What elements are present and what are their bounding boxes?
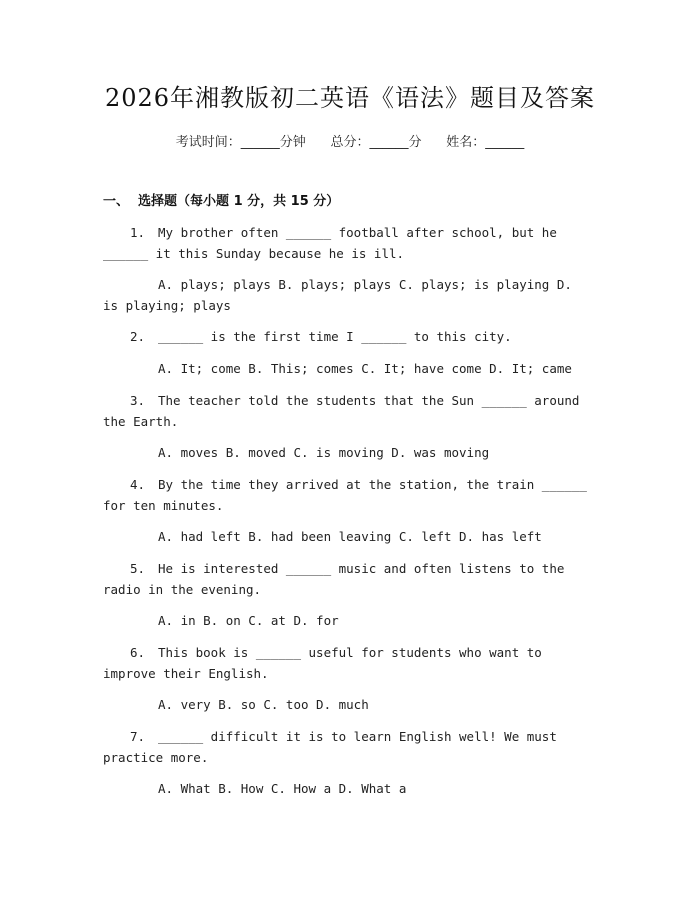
question-7-options: A. What B. How C. How a D. What a — [158, 781, 407, 796]
question-number: 3. — [130, 393, 146, 408]
section-heading: 一、 选择题（每小题 1 分，共 15 分） — [103, 194, 340, 209]
question-1 — [103, 222, 591, 264]
question-text: By the time they arrived at the station, the train ______ for ten minutes. — [103, 477, 587, 513]
page-title: 2026年湘教版初二英语《语法》题目及答案 — [104, 84, 596, 112]
question-4-options: A. had left B. had been leaving C. left D. has left — [158, 529, 542, 544]
question-number: 4. — [130, 477, 146, 492]
question-number: 2. — [130, 329, 146, 344]
question-text: My brother often ______ football after school, but he ______ it this Sunday because he is ill. — [103, 225, 557, 261]
question-6 — [103, 642, 591, 684]
question-text: ______ difficult it is to learn English well! We must practice more. — [103, 729, 557, 765]
question-5-options: A. in B. on C. at D. for — [158, 613, 339, 628]
question-5 — [103, 558, 591, 600]
exam-info-line: 考试时间：______分钟 总分：______分 姓名：______ — [175, 135, 525, 150]
question-7 — [103, 726, 591, 768]
question-text: The teacher told the students that the Sun ______ around the Earth. — [103, 393, 580, 429]
question-number: 7. — [130, 729, 146, 744]
question-text: This book is ______ useful for students who want to improve their English. — [103, 645, 542, 681]
question-3-options: A. moves B. moved C. is moving D. was moving — [158, 445, 490, 460]
question-1-options: A. plays; plays B. plays; plays C. plays; is playing D. is playing; plays — [103, 277, 572, 313]
question-2 — [103, 326, 591, 347]
question-3 — [103, 390, 591, 432]
question-text: He is interested ______ music and often listens to the radio in the evening. — [103, 561, 565, 597]
question-2-options: A. It; come B. This; comes C. It; have come D. It; came — [158, 361, 572, 376]
question-number: 1. — [130, 225, 146, 240]
question-4 — [103, 474, 591, 516]
question-text: ______ is the first time I ______ to this city. — [158, 329, 512, 344]
question-number: 6. — [130, 645, 146, 660]
question-6-options: A. very B. so C. too D. much — [158, 697, 369, 712]
question-number: 5. — [130, 561, 146, 576]
